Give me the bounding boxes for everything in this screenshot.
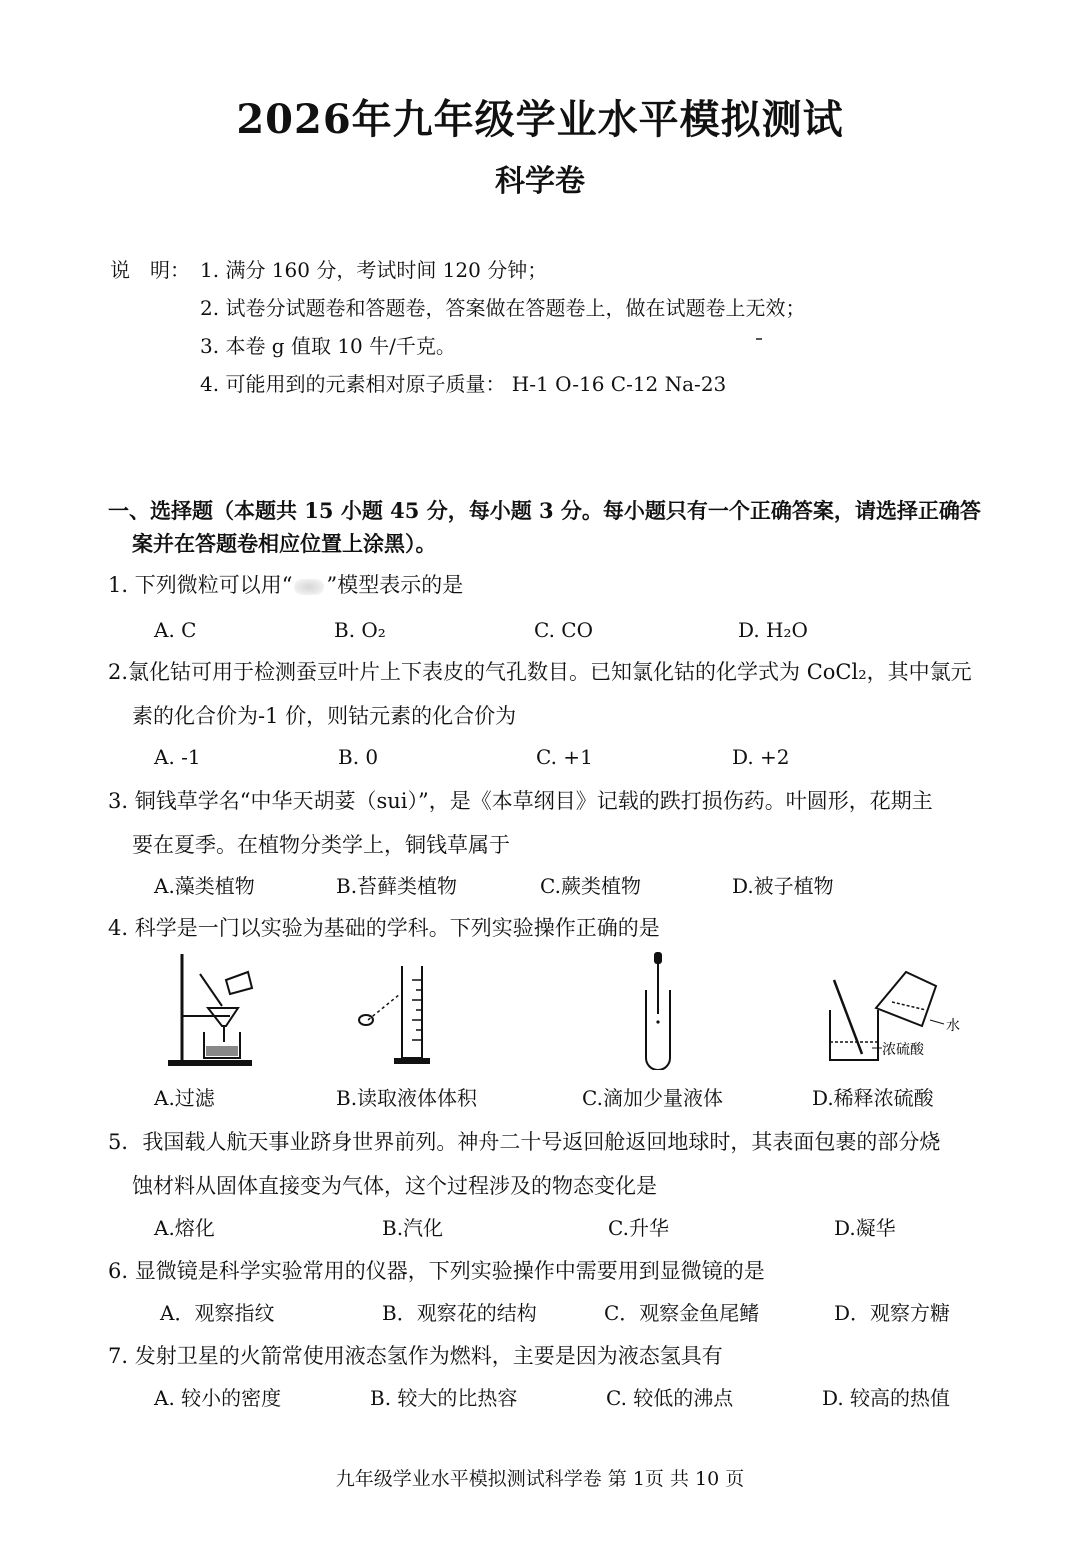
section-heading-line-2: 案并在答题卷相应位置上涂黑）。	[132, 531, 437, 556]
option-a[interactable]: A.藻类植物	[154, 874, 255, 898]
option-c[interactable]: C. CO	[534, 618, 594, 642]
option-d[interactable]: D. +2	[732, 745, 790, 769]
dilution-apparatus-icon	[822, 950, 982, 1070]
options-q6	[108, 1298, 1028, 1328]
options-q1	[108, 615, 1028, 645]
dropper-test-tube-icon	[630, 950, 690, 1070]
question-stem: 7. 发射卫星的火箭常使用液态氢作为燃料，主要是因为液态氢具有	[108, 1344, 723, 1368]
option-b[interactable]: B.读取液体体积	[336, 1086, 478, 1110]
option-a[interactable]: A.熔化	[154, 1216, 215, 1240]
question-stem: 3. 铜钱草学名“中华天胡荽（sui）”，是《本草纲目》记载的跌打损伤药。叶圆形，花期主	[108, 789, 933, 813]
water-label: 水	[946, 1018, 960, 1034]
option-d[interactable]: D．观察方糖	[834, 1301, 951, 1325]
option-a[interactable]: A.过滤	[154, 1086, 215, 1110]
question-5	[108, 1126, 1028, 1203]
option-d[interactable]: D.凝华	[834, 1216, 896, 1240]
question-1	[108, 569, 1028, 602]
option-d[interactable]: D. 较高的热值	[822, 1386, 951, 1410]
option-b[interactable]: B.苔藓类植物	[336, 874, 458, 898]
option-c[interactable]: C.升华	[608, 1216, 669, 1240]
apparatus-figures	[150, 950, 1030, 1070]
option-a[interactable]: A. C	[154, 618, 197, 642]
instructions	[110, 254, 805, 406]
option-c[interactable]: C.蕨类植物	[540, 874, 641, 898]
page-title: 2026年九年级学业水平模拟测试	[236, 96, 844, 143]
question-stem-continued: 蚀材料从固体直接变为气体，这个过程涉及的物态变化是	[132, 1174, 657, 1198]
question-stem-part: ”模型表示的是	[326, 573, 464, 597]
option-a[interactable]: A. 较小的密度	[154, 1386, 282, 1410]
question-stem: 6. 显微镜是科学实验常用的仪器，下列实验操作中需要用到显微镜的是	[108, 1259, 765, 1283]
question-6	[108, 1255, 1028, 1288]
option-d[interactable]: D.稀释浓硫酸	[812, 1086, 934, 1110]
options-q3	[108, 871, 1028, 901]
instruction-4: 4. 可能用到的元素相对原子质量： H-1 O-16 C-12 Na-23	[200, 372, 727, 396]
options-q4	[108, 1082, 1028, 1112]
question-stem-part: 1. 下列微粒可以用“	[108, 573, 293, 597]
option-d[interactable]: D.被子植物	[732, 874, 834, 898]
option-c[interactable]: C．观察金鱼尾鳍	[604, 1301, 760, 1325]
question-stem: 5．我国载人航天事业跻身世界前列。神舟二十号返回舱返回地球时，其表面包裹的部分烧	[108, 1130, 941, 1154]
instruction-text: 1. 满分 160 分，考试时间 120 分钟；	[200, 258, 548, 282]
section-heading-line-1: 一、选择题（本题共 15 小题 45 分，每小题 3 分。每小题只有一个正确答案，请选择正确答	[108, 498, 981, 523]
option-b[interactable]: B. O₂	[334, 618, 386, 642]
question-stem	[108, 569, 1028, 602]
instruction-3: 3. 本卷 g 值取 10 牛/千克。	[200, 334, 456, 358]
page-subtitle: 科学卷	[495, 164, 585, 199]
question-7	[108, 1340, 1028, 1373]
molecule-model-icon	[294, 579, 324, 595]
options-q2	[108, 742, 1028, 772]
filtration-apparatus-icon	[160, 950, 260, 1070]
option-b[interactable]: B．观察花的结构	[382, 1301, 537, 1325]
option-c[interactable]: C.滴加少量液体	[582, 1086, 723, 1110]
option-c[interactable]: C. +1	[536, 745, 593, 769]
instruction-1	[110, 254, 805, 292]
instruction-2: 2. 试卷分试题卷和答题卷，答案做在答题卷上，做在试题卷上无效；	[200, 296, 806, 320]
option-a[interactable]: A. -1	[154, 745, 201, 769]
question-2	[108, 656, 1028, 733]
option-c[interactable]: C. 较低的沸点	[606, 1386, 734, 1410]
question-stem-continued: 要在夏季。在植物分类学上，铜钱草属于	[132, 833, 510, 857]
option-b[interactable]: B.汽化	[382, 1216, 444, 1240]
question-stem-continued: 素的化合价为-1 价，则钴元素的化合价为	[132, 704, 517, 728]
question-4	[108, 912, 1028, 945]
section-heading	[108, 494, 1028, 560]
option-a[interactable]: A．观察指纹	[160, 1301, 275, 1325]
question-3	[108, 785, 1028, 862]
option-b[interactable]: B. 0	[338, 745, 379, 769]
graduated-cylinder-icon	[350, 950, 450, 1070]
instructions-label: 说 明：	[110, 258, 190, 282]
option-b[interactable]: B. 较大的比热容	[370, 1386, 518, 1410]
question-stem: 2.氯化钴可用于检测蚕豆叶片上下表皮的气孔数目。已知氯化钴的化学式为 CoCl₂，其中氯元	[108, 660, 972, 684]
question-stem: 4. 科学是一门以实验为基础的学科。下列实验操作正确的是	[108, 916, 660, 940]
options-q7	[108, 1383, 1028, 1413]
acid-label: 浓硫酸	[882, 1042, 924, 1058]
option-d[interactable]: D. H₂O	[738, 618, 808, 642]
options-q5	[108, 1213, 1028, 1243]
page-footer: 九年级学业水平模拟测试科学卷 第 1页 共 10 页	[335, 1468, 745, 1490]
stray-mark	[756, 338, 762, 340]
